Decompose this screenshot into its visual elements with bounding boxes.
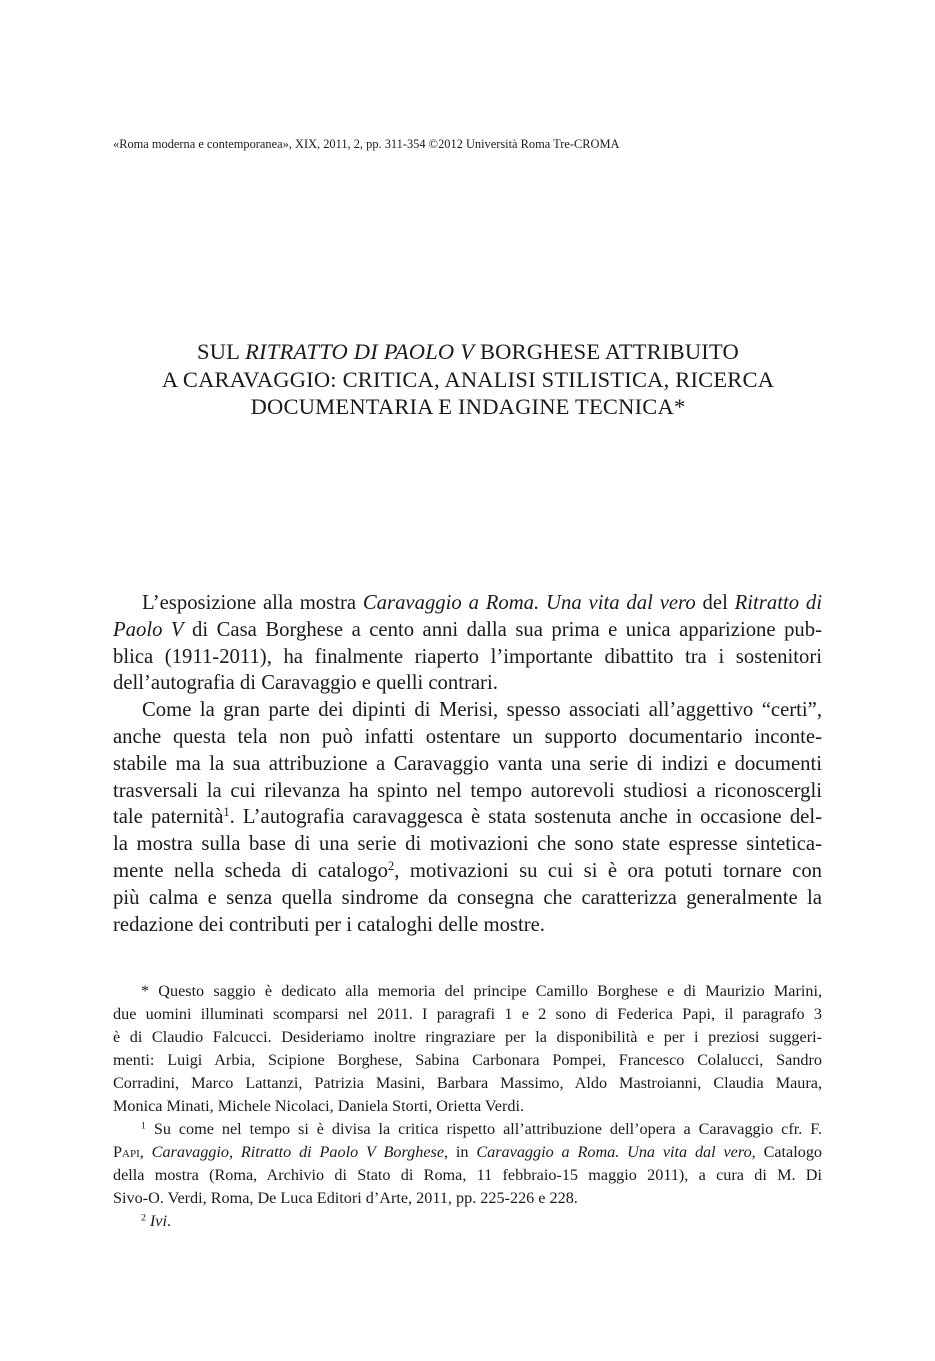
title-line-3: DOCUMENTARIA E INDAGINE TECNICA* <box>250 394 686 419</box>
title-line-1: SUL RITRATTO DI PAOLO V BORGHESE ATTRIBUITO <box>197 339 739 364</box>
body-line: redazione dei contributi per i cataloghi delle mostre. <box>113 913 545 936</box>
footnote-star <box>113 980 822 1118</box>
article-title <box>113 338 823 421</box>
body-line: blica (1911-2011), ha finalmente riaperto l’importante dibattito tra i sostenitori <box>113 645 822 668</box>
paragraph-2 <box>113 697 822 938</box>
body-line: trasversali la cui rilevanza ha spinto nel tempo autorevoli studiosi a riconoscergli <box>113 779 822 802</box>
body-line: mente nella scheda di catalogo$^2$, motivazioni su cui si è ora potuti tornare con <box>113 859 823 882</box>
article-body <box>113 590 822 938</box>
body-line: Come la gran parte dei dipinti di Merisi, spesso associati all’aggettivo “certi”, <box>142 699 822 722</box>
body-line: stabile ma la sua attribuzione a Caravaggio vanta una serie di indizi e documenti <box>113 752 822 775</box>
body-line: dell’autografia di Caravaggio e quelli contrari. <box>113 672 498 695</box>
footnote-ref-1[interactable]: 1 <box>223 805 230 820</box>
footnote-line: * Questo saggio è dedicato alla memoria del principe Camillo Borghese e di Maurizio Marini, <box>141 982 822 1000</box>
footnote-line: Monica Minati, Michele Nicolaci, Daniela Storti, Orietta Verdi. <box>113 1097 525 1115</box>
footnote-number: 2 <box>141 1212 146 1224</box>
footnote-line: $^2$ Ivi. <box>141 1212 172 1230</box>
footnote-line: della mostra (Roma, Archivio di Stato di Roma, 11 febbraio-15 maggio 2011), a cura di M. Di <box>113 1166 822 1184</box>
footnote-line: due uomini illuminati scomparsi nel 2011. I paragrafi 1 e 2 sono di Federica Papi, il paragrafo 3 <box>113 1005 822 1023</box>
footnote-line: menti: Luigi Arbia, Scipione Borghese, Sabina Carbonara Pompei, Francesco Colalucci, Sandro <box>113 1051 822 1069</box>
footnote-number: 1 <box>141 1120 146 1132</box>
body-line: la mostra sulla base di una serie di motivazioni che sono state espresse sintetica- <box>113 833 822 856</box>
footnote-line: Sivo-O. Verdi, Roma, De Luca Editori d’Arte, 2011, pp. 225-226 e 228. <box>113 1189 578 1207</box>
journal-citation: «Roma moderna e contemporanea», XIX, 2011, 2, pp. 311-354 ©2012 Università Roma Tre-CROMA <box>113 137 620 151</box>
body-line: anche questa tela non può infatti ostentare un supporto documentario inconte- <box>113 725 822 748</box>
body-line: più calma e senza quella sindrome da consegna che caratterizza generalmente la <box>113 886 822 909</box>
footnote-2 <box>113 1210 822 1233</box>
footnote-line: $^1$ Su come nel tempo si è divisa la critica rispetto all’attribuzione dell’opera a Caravaggio cfr. F. <box>141 1120 822 1138</box>
title-line-2: A CARAVAGGIO: CRITICA, ANALISI STILISTICA, RICERCA <box>161 366 775 392</box>
footnote-line: Papi, Caravaggio, Ritratto di Paolo V Borghese, in Caravaggio a Roma. Una vita dal vero, Catalogo <box>113 1143 823 1161</box>
footnote-ref-2[interactable]: 2 <box>388 859 395 874</box>
footnote-1 <box>113 1118 822 1210</box>
body-line: tale paternità$^1$. L’autografia caravaggesca è stata sostenuta anche in occasione del- <box>113 805 822 829</box>
footnote-line: Corradini, Marco Lattanzi, Patrizia Masini, Barbara Massimo, Aldo Mastroianni, Claudia Maura, <box>113 1074 822 1092</box>
body-line: Paolo V di Casa Borghese a cento anni dalla sua prima e unica apparizione pub- <box>113 618 822 641</box>
footnote-line: è di Claudio Falcucci. Desideriamo inoltre ringraziare per la disponibilità e per i preziosi suggeri- <box>113 1028 822 1046</box>
footnotes <box>113 980 822 1233</box>
body-line: L’esposizione alla mostra Caravaggio a Roma. Una vita dal vero del Ritratto di <box>142 592 822 614</box>
paragraph-1 <box>113 590 822 697</box>
